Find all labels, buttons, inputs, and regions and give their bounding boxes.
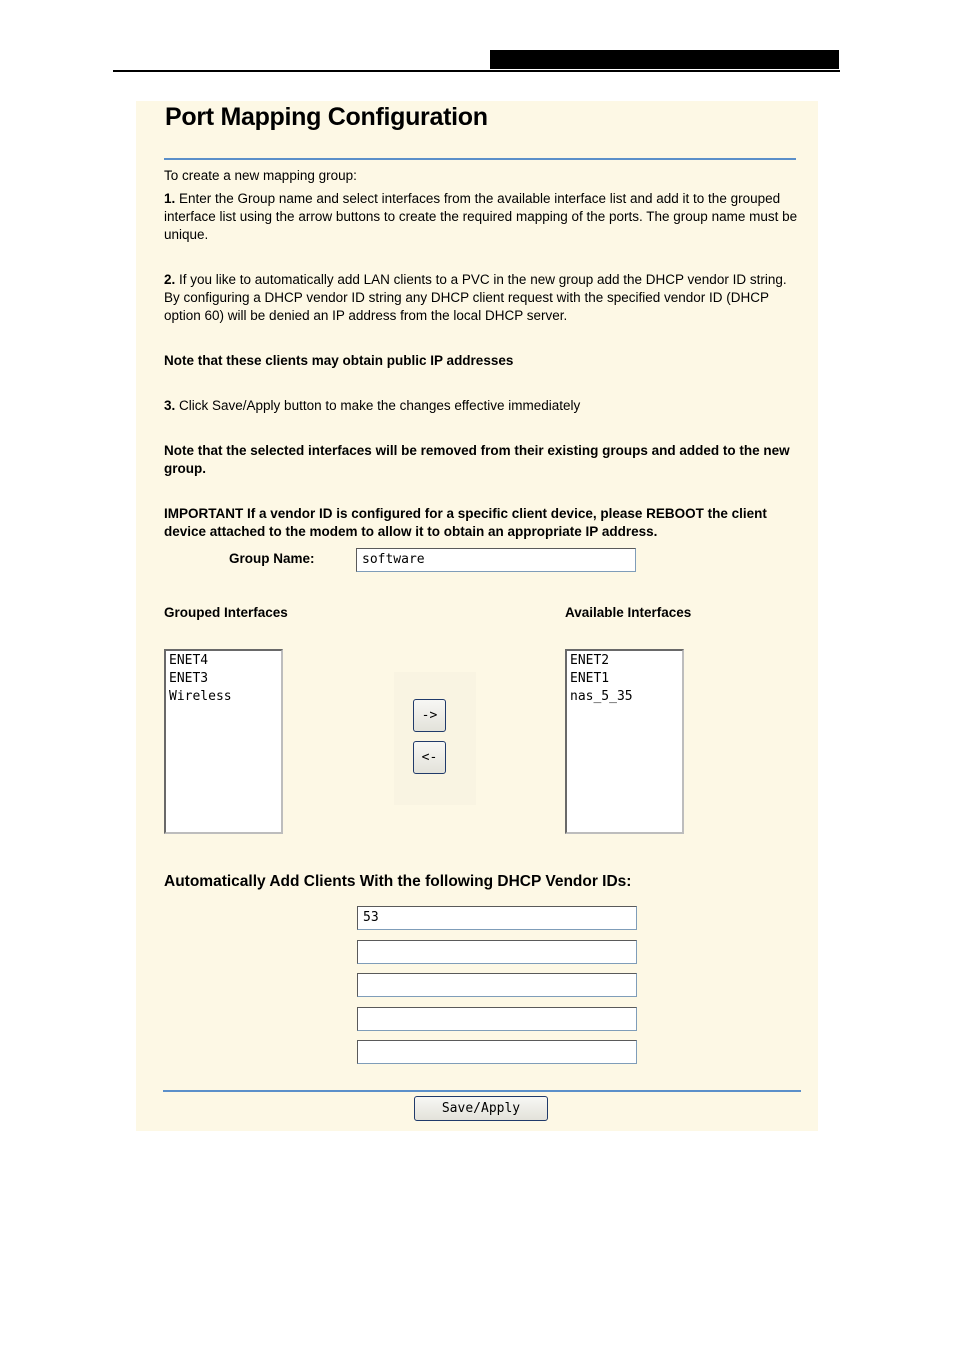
available-interfaces-list[interactable]: [565, 649, 684, 834]
step-2-number: 2.: [164, 272, 176, 287]
step-3-text: [164, 397, 800, 415]
available-item-nas-5-35[interactable]: nas_5_35: [570, 689, 633, 704]
vendor-id-input-3[interactable]: [357, 973, 637, 997]
note-selected-interfaces: Note that the selected interfaces will be removed from their existing groups and added to the new group.: [164, 443, 790, 476]
intro-text: To create a new mapping group:: [164, 168, 357, 183]
page-title: Port Mapping Configuration: [165, 103, 488, 131]
vendor-id-input-2[interactable]: [357, 940, 637, 964]
vendor-id-input-4[interactable]: [357, 1007, 637, 1031]
grouped-item-wireless[interactable]: Wireless: [169, 689, 232, 704]
step-1-body: Enter the Group name and select interfaces from the available interface list and add it to the grouped interface list using the arrow buttons to create the required mapping of the ports. The group name must be unique.: [164, 191, 798, 242]
available-interfaces-label: Available Interfaces: [565, 605, 692, 620]
arrow-button-panel: [394, 672, 476, 805]
grouped-item-enet3[interactable]: ENET3: [169, 671, 209, 686]
grouped-interfaces-label: Grouped Interfaces: [164, 605, 288, 620]
port-mapping-panel: [136, 101, 818, 1131]
grouped-interfaces-list[interactable]: [164, 649, 283, 834]
note-public-ip: Note that these clients may obtain public IP addresses: [164, 353, 514, 368]
move-to-available-button[interactable]: <-: [413, 741, 446, 774]
top-divider: [164, 158, 796, 160]
group-name-input[interactable]: software: [356, 548, 636, 572]
step-2-body: If you like to automatically add LAN clients to a PVC in the new group add the DHCP vendor ID string. By configuring a DHCP vendor ID string any DHCP client request with the specified vendor ID (DHCP option 60) will be denied an IP address from the local DHCP server.: [164, 272, 787, 323]
available-item-enet1[interactable]: ENET1: [570, 671, 610, 686]
important-note: IMPORTANT If a vendor ID is configured for a specific client device, please REBOOT the client device attached to the modem to allow it to obtain an appropriate IP address.: [164, 506, 767, 539]
step-3-number: 3.: [164, 398, 176, 413]
move-to-grouped-button[interactable]: ->: [413, 699, 446, 732]
vendor-ids-heading: Automatically Add Clients With the following DHCP Vendor IDs:: [164, 873, 632, 890]
group-name-label: Group Name:: [229, 551, 315, 566]
step-1-number: 1.: [164, 191, 176, 206]
vendor-id-input-1[interactable]: 53: [357, 906, 637, 930]
header-rule: [113, 70, 840, 72]
header-bar: [490, 50, 839, 69]
step-3-body: Click Save/Apply button to make the changes effective immediately: [175, 398, 581, 413]
grouped-item-enet4[interactable]: ENET4: [169, 653, 209, 668]
save-apply-button[interactable]: Save/Apply: [414, 1096, 548, 1121]
step-1-text: [164, 190, 800, 244]
step-2-text: [164, 271, 800, 325]
available-item-enet2[interactable]: ENET2: [570, 653, 610, 668]
vendor-id-input-5[interactable]: [357, 1040, 637, 1064]
bottom-divider: [163, 1090, 801, 1092]
